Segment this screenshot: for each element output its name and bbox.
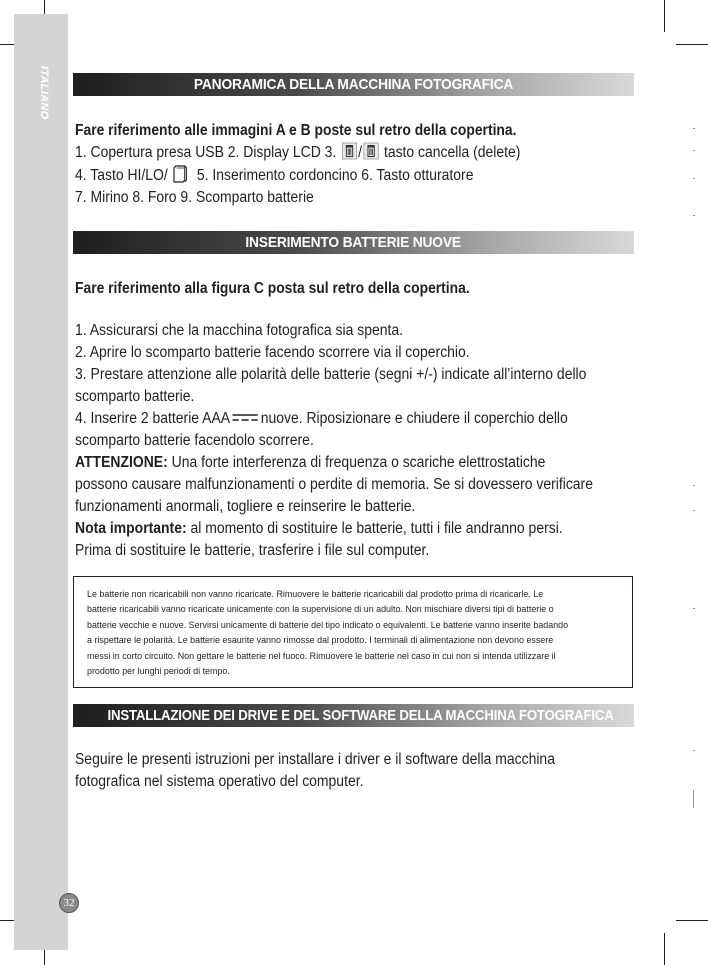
margin-mark: [693, 485, 695, 486]
battery-step-3-cont: scomparto batterie.: [75, 388, 195, 405]
margin-mark: [693, 750, 695, 751]
warning-text-2: possono causare malfunzionamenti o perdite di memoria. Se si dovessero verificare: [75, 476, 593, 493]
margin-mark: [693, 790, 694, 808]
section-title: PANORAMICA DELLA MACCHINA FOTOGRAFICA: [193, 76, 514, 93]
batteries-text: [75, 278, 635, 562]
battery-step-4-a: 4. Inserire 2 batterie AAA: [75, 410, 231, 427]
battery-step-4-b: nuove. Riposizionare e chiudere il coperchio dello: [260, 410, 568, 427]
overview-intro: Fare riferimento alle immagini A e B poste sul retro della copertina.: [75, 122, 517, 139]
note-text-2: Prima di sostituire le batterie, trasferire i file sul computer.: [75, 542, 430, 559]
overview-text: [75, 120, 635, 209]
note-text: al momento di sostituire le batterie, tutti i file andranno persi.: [190, 520, 563, 537]
trash-icon: [341, 142, 357, 160]
dc-symbol-icon: [232, 411, 259, 423]
memory-card-icon: [171, 164, 189, 184]
battery-step-2: 2. Aprire lo scomparto batterie facendo scorrere via il coperchio.: [75, 344, 470, 361]
notice-line: batterie vecchie e nuove. Servirsi unicamente di batterie del tipo indicato o equivalenti. Le batterie vanno inserite badando: [87, 619, 569, 631]
warning-text: Una forte interferenza di frequenza o scariche elettrostatiche: [171, 454, 546, 471]
trash-icon: [363, 142, 379, 160]
battery-step-1: 1. Assicurarsi che la macchina fotografica sia spenta.: [75, 322, 403, 339]
language-label: ITALIANO: [38, 66, 50, 120]
warning-label: ATTENZIONE:: [75, 454, 168, 471]
overview-line1-b: tasto cancella (delete): [383, 144, 521, 161]
notice-line: batterie ricaricabili vanno ricaricate unicamente con la supervisione di un adulto. Non mischiare diversi tipi di batterie o: [87, 604, 554, 616]
installation-line-1: Seguire le presenti istruzioni per installare i driver e il software della macchina: [75, 751, 555, 768]
section-header-batteries: [73, 231, 634, 254]
battery-step-3: 3. Prestare attenzione alle polarità delle batterie (segni +/-) indicate all’interno dello: [75, 366, 587, 383]
overview-line2-b: 5. Inserimento cordoncino 6. Tasto otturatore: [196, 167, 474, 184]
notice-line: messi in corto circuito. Non gettare le batterie nel fuoco. Rimuovere le batterie nel caso in cui non si intenda utilizzare il: [87, 650, 556, 662]
battery-step-4-cont: scomparto batterie facendolo scorrere.: [75, 432, 314, 449]
page-number: 32: [59, 893, 79, 913]
section-title: INSERIMENTO BATTERIE NUOVE: [245, 234, 462, 251]
crop-mark: [676, 920, 708, 921]
overview-line3: 7. Mirino 8. Foro 9. Scomparto batterie: [75, 189, 314, 206]
overview-line2-a: 4. Tasto HI/LO/: [75, 167, 168, 184]
notice-line: Le batterie non ricaricabili non vanno ricaricate. Rimuovere le batterie ricaricabili dal prodotto prima di ricaricarle. Le: [87, 589, 544, 600]
crop-mark: [664, 0, 665, 32]
overview-line1-a: 1. Copertura presa USB 2. Display LCD 3.: [75, 144, 337, 161]
crop-mark: [664, 933, 665, 965]
section-header-installation: [73, 704, 634, 727]
battery-safety-notice: [73, 576, 633, 688]
margin-mark: [693, 510, 695, 511]
installation-line-2: fotografica nel sistema operativo del computer.: [75, 773, 364, 790]
installation-text: [75, 749, 635, 793]
language-sidebar: [14, 14, 68, 950]
warning-text-3: funzionamenti anormali, togliere e reinserire le batterie.: [75, 498, 416, 515]
margin-mark: [693, 178, 695, 179]
margin-mark: [693, 215, 695, 216]
notice-line: prodotto per lunghi periodi di tempo.: [87, 666, 230, 678]
overview-line1-sep: /: [358, 144, 363, 161]
section-header-overview: [73, 73, 634, 96]
section-title: INSTALLAZIONE DEI DRIVE E DEL SOFTWARE DELLA MACCHINA FOTOGRAFICA: [107, 707, 614, 724]
margin-mark: [693, 608, 695, 609]
notice-line: a rispettare le polarità. Le batterie esaurite vanno rimosse dal prodotto. I terminali di alimentazione non devono essere: [87, 635, 554, 647]
note-label: Nota importante:: [75, 520, 187, 537]
margin-mark: [693, 128, 695, 129]
crop-mark: [676, 44, 708, 45]
margin-mark: [693, 150, 695, 151]
batteries-intro: Fare riferimento alla figura C posta sul retro della copertina.: [75, 280, 470, 297]
